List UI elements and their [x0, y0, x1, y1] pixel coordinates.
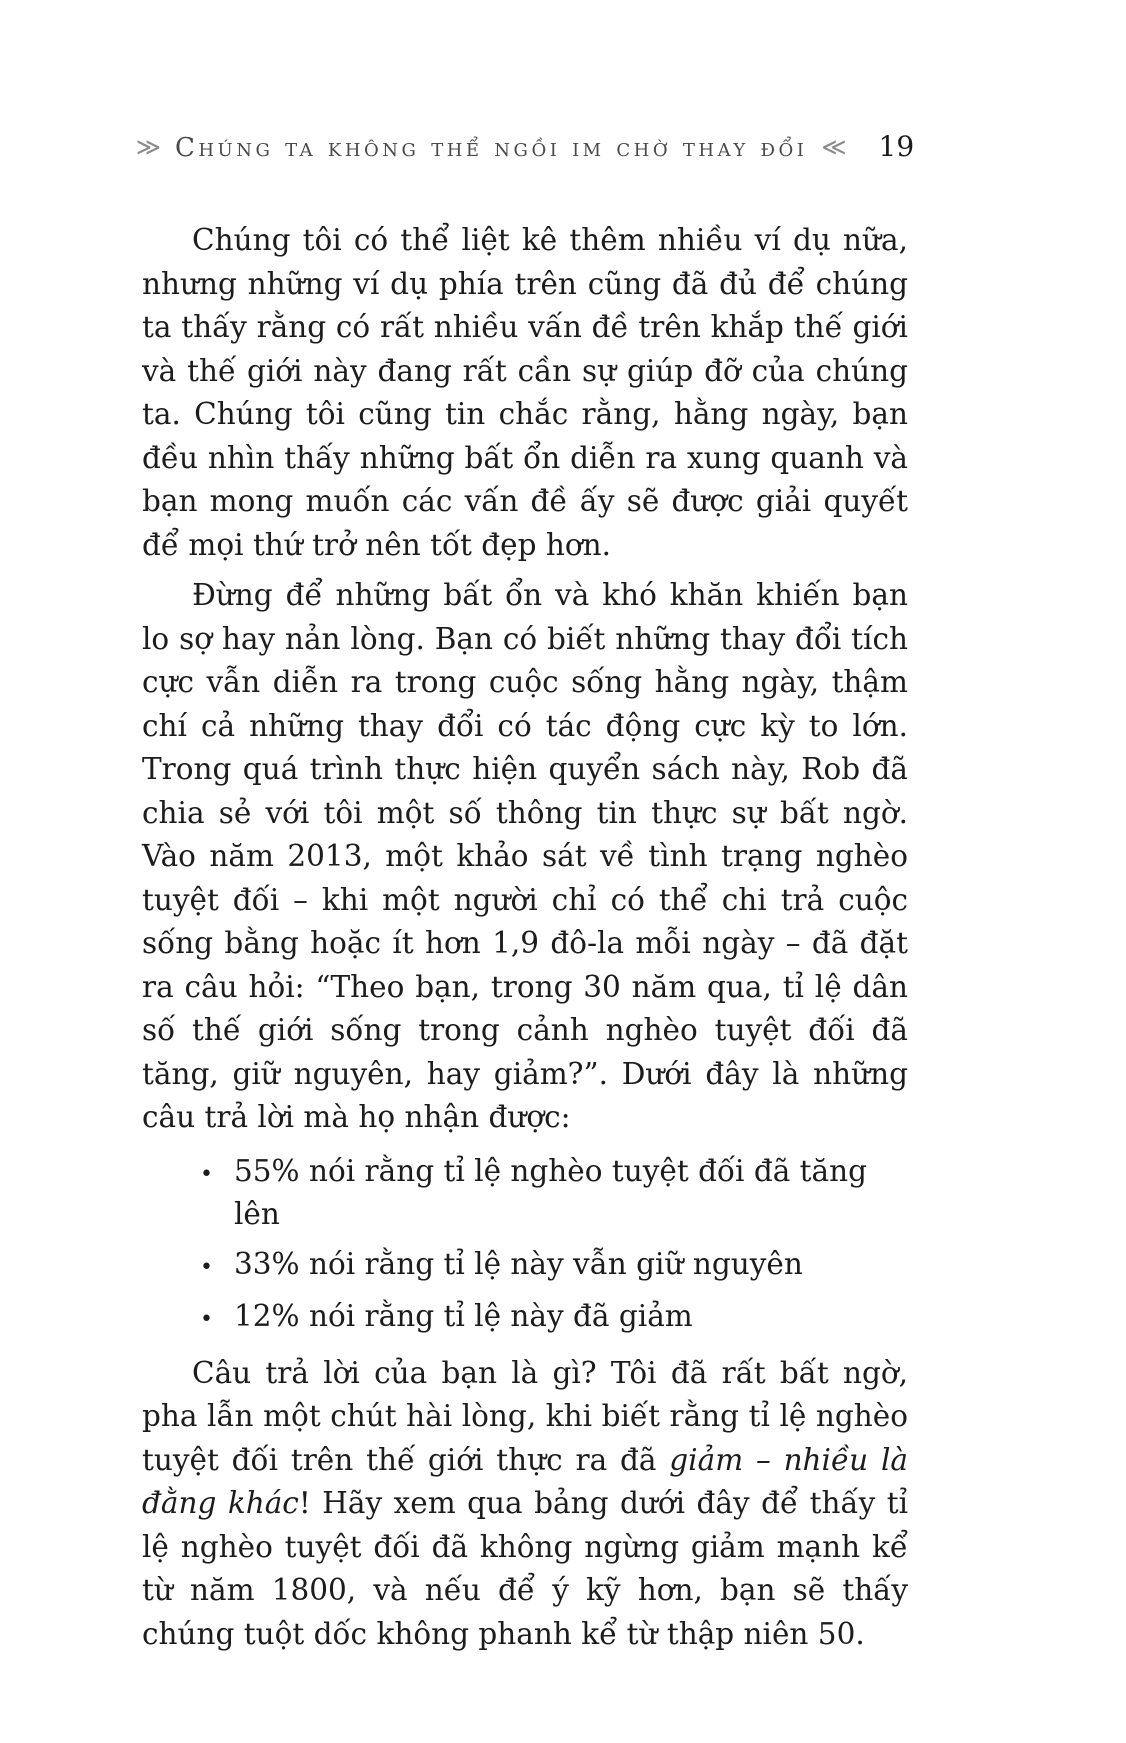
list-item: [200, 1243, 908, 1290]
paragraph-1: Chúng tôi có thể liệt kê thêm nhiều ví dụ nữa, nhưng những ví dụ phía trên cũng đã đủ để chúng ta thấy rằng có rất nhiều vấn đề trên khắp thế giới và thế giới này đang rất cần sự giúp đỡ của chúng ta. Chúng tôi cũng tin chắc rằng, hằng ngày, bạn đều nhìn thấy những bất ổn diễn ra xung quanh và bạn mong muốn các vấn đề ấy sẽ được giải quyết để mọi thứ trở nên tốt đẹp hơn.: [142, 223, 908, 562]
paragraph-3-text: ! Hãy xem qua bảng dưới đây để thấy tỉ lệ nghèo tuyệt đối đã không ngừng giảm mạnh kể từ năm 1800, và nếu để ý kỹ hơn, bạn sẽ thấy chúng tuột dốc không phanh kể từ thập niên 50.: [142, 1486, 909, 1651]
paragraph-3-italic-text: giảm – nhiều là đằng khác: [142, 1442, 908, 1520]
page-number: 19: [878, 130, 915, 163]
paragraph-2: Đừng để những bất ổn và khó khăn khiến bạn lo sợ hay nản lòng. Bạn có biết những thay đổi tích cực vẫn diễn ra trong cuộc sống hằng ngày, thậm chí cả những thay đổi có tác động cực kỳ to lớn. Trong quá trình thực hiện quyển sách này, Rob đã chia sẻ với tôi một số thông tin thực sự bất ngờ. Vào năm 2013, một khảo sát về tình trạng nghèo tuyệt đối – khi một người chỉ có thể chi trả cuộc sống bằng hoặc ít hơn 1,9 đô-la mỗi ngày – đã đặt ra câu hỏi: “Theo bạn, trong 30 năm qua, tỉ lệ dân số thế giới sống trong cảnh nghèo tuyệt đối đã tăng, giữ nguyên, hay giảm?”. Dưới đây là những câu trả lời mà họ nhận được:: [142, 578, 908, 1134]
header-ornament-right-icon: ≪: [821, 133, 847, 161]
list-item: [200, 1295, 908, 1342]
running-header: [135, 130, 915, 163]
list-item: [200, 1150, 908, 1237]
chapter-title: Chúng ta không thể ngồi im chờ thay đổi: [174, 133, 808, 163]
list-item-text: 33% nói rằng tỉ lệ này vẫn giữ nguyên: [234, 1246, 803, 1281]
bullet-icon: •: [200, 1307, 213, 1332]
header-ornament-left-icon: ≫: [135, 133, 161, 161]
paragraph-3: [142, 1352, 908, 1657]
survey-answers-list: [142, 1150, 908, 1342]
list-item-text: 55% nói rằng tỉ lệ nghèo tuyệt đối đã tăng lên: [234, 1153, 868, 1231]
bullet-icon: •: [200, 1254, 213, 1280]
bullet-icon: •: [200, 1161, 213, 1187]
paragraph-3-text: Câu trả lời của bạn là gì? Tôi đã rất bất ngờ, pha lẫn một chút hài lòng, khi biết rằng tỉ lệ nghèo tuyệt đối trên thế giới thực ra đã: [142, 1355, 908, 1477]
list-item-text: 12% nói rằng tỉ lệ này đã giảm: [234, 1299, 693, 1333]
